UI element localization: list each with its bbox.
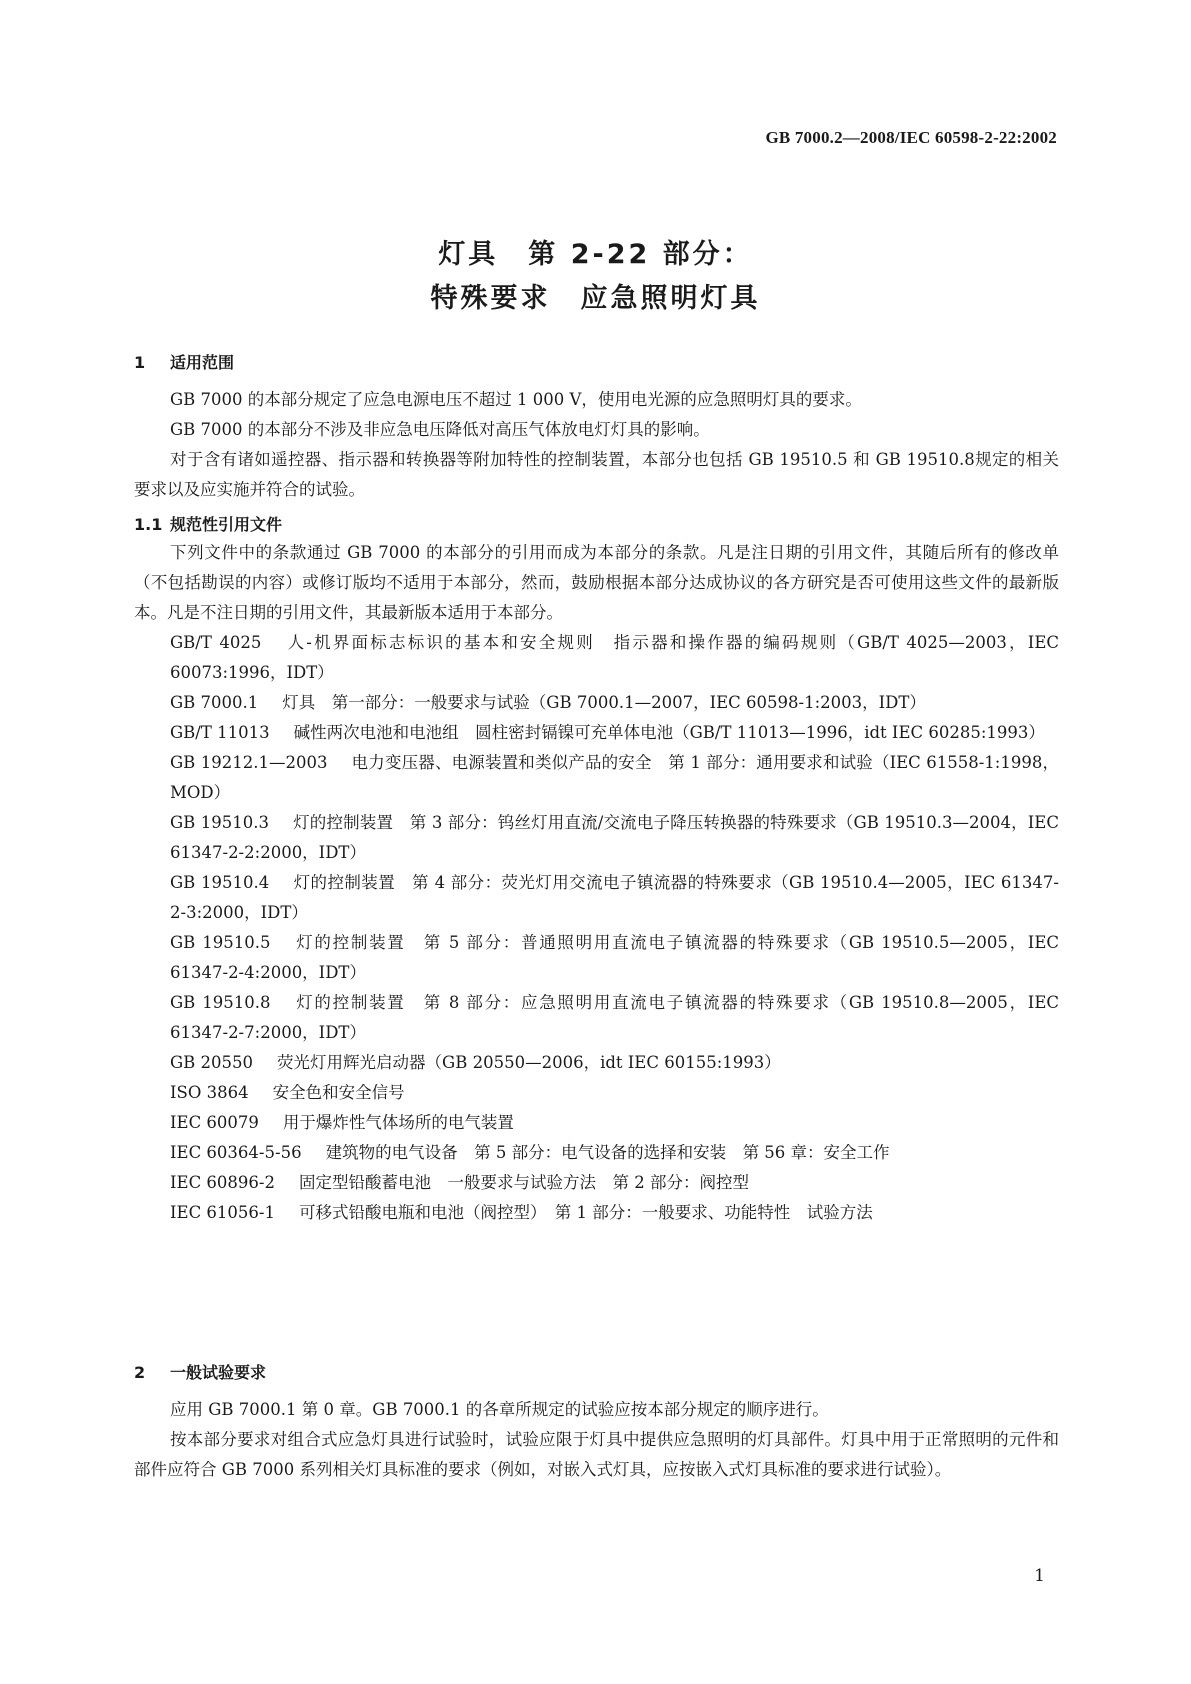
- section-number: 1.1: [134, 515, 163, 534]
- reference-code: GB/T 11013: [170, 723, 270, 742]
- reference-title: 建筑物的电气设备 第 5 部分：电气设备的选择和安装 第 56 章：安全工作: [325, 1143, 890, 1162]
- page-number: 1: [1034, 1566, 1045, 1586]
- section-1-1-heading: [134, 512, 1059, 538]
- reference-code: GB 19510.5: [170, 933, 271, 952]
- section-number: 2: [134, 1363, 146, 1382]
- reference-code: GB 19510.4: [170, 873, 270, 892]
- document-title-line2: 特殊要求 应急照明灯具: [430, 283, 761, 314]
- reference-code: GB 19212.1—2003: [170, 753, 328, 772]
- reference-code: GB/T 4025: [170, 633, 262, 652]
- reference-item: [134, 1198, 1059, 1228]
- section-1-1: [134, 512, 1059, 1228]
- paragraph: 应用 GB 7000.1 第 0 章。GB 7000.1 的各章所规定的试验应按本部分规定的顺序进行。: [170, 1400, 829, 1419]
- reference-title: 灯的控制装置 第 5 部分：普通照明用直流电子镇流器的特殊要求（GB 19510.5—2005，IEC 61347-2-4:2000，IDT）: [170, 933, 1059, 982]
- reference-title: 用于爆炸性气体场所的电气装置: [282, 1113, 514, 1132]
- paragraph: GB 7000 的本部分规定了应急电源电压不超过 1 000 V，使用电光源的应急照明灯具的要求。: [170, 390, 862, 409]
- reference-title: 灯的控制装置 第 3 部分：钨丝灯用直流/交流电子降压转换器的特殊要求（GB 19510.3—2004，IEC 61347-2-2:2000，IDT）: [170, 813, 1059, 862]
- paragraph: GB 7000 的本部分不涉及非应急电压降低对高压气体放电灯灯具的影响。: [170, 420, 710, 439]
- reference-item: [134, 808, 1059, 868]
- reference-item: [134, 748, 1059, 808]
- paragraph: 对于含有诸如遥控器、指示器和转换器等附加特性的控制装置，本部分也包括 GB 19510.5 和 GB 19510.8规定的相关要求以及应实施并符合的试验。: [134, 450, 1059, 499]
- reference-item: [134, 1048, 1059, 1078]
- reference-title: 电力变压器、电源装置和类似产品的安全 第 1 部分：通用要求和试验（IEC 61558-1:1998，MOD）: [170, 753, 1059, 802]
- reference-item: [134, 1108, 1059, 1138]
- document-title-line1: 灯具 第 2-22 部分：: [438, 239, 753, 270]
- reference-title: 人-机界面标志标识的基本和安全规则 指示器和操作器的编码规则（GB/T 4025—2003，IEC 60073:1996，IDT）: [170, 633, 1059, 682]
- section-title: 规范性引用文件: [170, 515, 283, 534]
- reference-title: 灯的控制装置 第 8 部分：应急照明用直流电子镇流器的特殊要求（GB 19510.8—2005，IEC 61347-2-7:2000，IDT）: [170, 993, 1059, 1042]
- standard-code: GB 7000.2—2008/IEC 60598-2-22:2002: [765, 128, 1057, 147]
- reference-code: GB 19510.8: [170, 993, 271, 1012]
- section-number: 1: [134, 353, 146, 372]
- section-title: 适用范围: [170, 353, 235, 372]
- section-1: [134, 350, 1059, 505]
- section-2-heading: [134, 1360, 1059, 1383]
- section-2: [134, 1360, 1059, 1485]
- reference-item: [134, 628, 1059, 688]
- reference-title: 灯的控制装置 第 4 部分：荧光灯用交流电子镇流器的特殊要求（GB 19510.4—2005，IEC 61347-2-3:2000，IDT）: [170, 873, 1059, 922]
- reference-item: [134, 868, 1059, 928]
- reference-item: [134, 688, 1059, 718]
- reference-code: ISO 3864: [170, 1083, 249, 1102]
- reference-code: IEC 60896-2: [170, 1173, 275, 1192]
- reference-title: 碱性两次电池和电池组 圆柱密封镉镍可充单体电池（GB/T 11013—1996，idt IEC 60285:1993）: [293, 723, 1045, 742]
- reference-code: IEC 60079: [170, 1113, 259, 1132]
- reference-code: GB 19510.3: [170, 813, 269, 832]
- section-title: 一般试验要求: [170, 1363, 267, 1382]
- reference-title: 灯具 第一部分：一般要求与试验（GB 7000.1—2007，IEC 60598-1:2003，IDT）: [282, 693, 926, 712]
- reference-item: [134, 1078, 1059, 1108]
- reference-code: IEC 61056-1: [170, 1203, 275, 1222]
- paragraph: 下列文件中的条款通过 GB 7000 的本部分的引用而成为本部分的条款。凡是注日期的引用文件，其随后所有的修改单（不包括勘误的内容）或修订版均不适用于本部分，然而，鼓励根据本部分达成协议的各方研究是否可使用这些文件的最新版本。凡是不注日期的引用文件，其最新版本适用于本部分。: [134, 543, 1059, 622]
- reference-code: GB 7000.1: [170, 693, 259, 712]
- reference-item: [134, 1138, 1059, 1168]
- reference-item: [134, 1168, 1059, 1198]
- reference-item: [134, 988, 1059, 1048]
- reference-title: 可移式铅酸电瓶和电池（阀控型） 第 1 部分：一般要求、功能特性 试验方法: [299, 1203, 873, 1222]
- reference-title: 固定型铅酸蓄电池 一般要求与试验方法 第 2 部分：阀控型: [299, 1173, 749, 1192]
- reference-code: GB 20550: [170, 1053, 254, 1072]
- reference-title: 安全色和安全信号: [272, 1083, 405, 1102]
- paragraph: 按本部分要求对组合式应急灯具进行试验时，试验应限于灯具中提供应急照明的灯具部件。灯具中用于正常照明的元件和部件应符合 GB 7000 系列相关灯具标准的要求（例如，对嵌入式灯具，应按嵌入式灯具标准的要求进行试验）。: [134, 1430, 1059, 1479]
- section-1-heading: [134, 350, 1059, 373]
- reference-title: 荧光灯用辉光启动器（GB 20550—2006，idt IEC 60155:1993）: [277, 1053, 781, 1072]
- reference-item: [134, 928, 1059, 988]
- reference-item: [134, 718, 1059, 748]
- reference-code: IEC 60364-5-56: [170, 1143, 302, 1162]
